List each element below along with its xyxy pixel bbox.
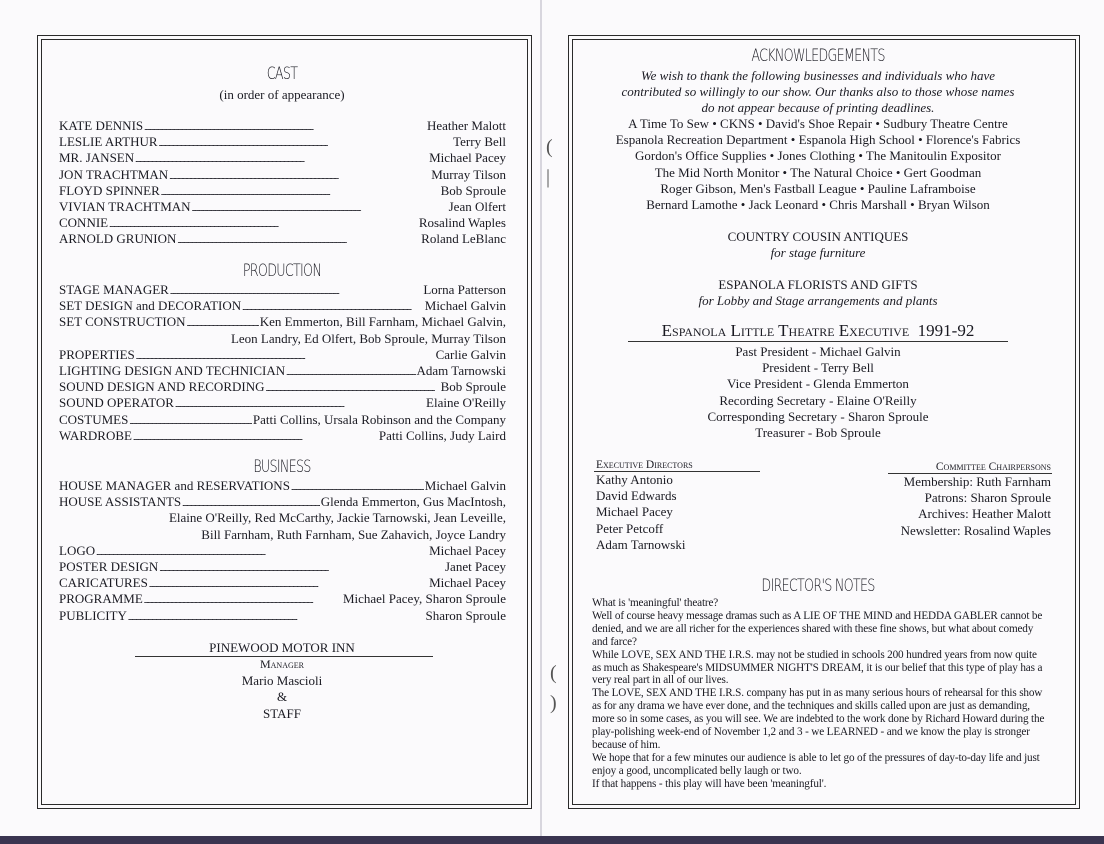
credit-role: MR. JANSEN (59, 150, 135, 166)
credit-role: SOUND OPERATOR (59, 395, 174, 411)
binding-mark: ( (546, 136, 553, 158)
director-name: David Edwards (596, 488, 677, 504)
credit-row (59, 199, 506, 215)
credit-row (59, 591, 506, 607)
credit-name: Heather Malott (426, 118, 506, 133)
credit-continuation: Bill Farnham, Ruth Farnham, Sue Zahavich, Joyce Landry (201, 526, 506, 542)
credit-row (59, 314, 506, 330)
notes-paragraph: While LOVE, SEX AND THE I.R.S. may not be studied in schools 200 hundred years from now quite as much as Shakespeare's MIDSUMMER NIGHT'S DREAM, it is our belief that this type of play has a very real part in all of our lives. (592, 648, 1043, 687)
credit-name: Jean Olfert (448, 198, 506, 214)
notes-paragraph: What is 'meaningful' theatre? (592, 597, 719, 609)
credit-name: Michael Pacey (429, 575, 506, 591)
binding-mark: | (546, 166, 551, 188)
right-page (542, 0, 1104, 844)
left-page (0, 0, 541, 844)
notes-paragraph: We hope that for a few minutes our audience is able to let go of the pressures of day-to-day life and just enjoy a good, uncomplicated belly laugh or two. (592, 751, 1040, 777)
credit-role: CONNIE (59, 215, 109, 231)
credit-row (59, 494, 506, 510)
credit-name: Bob Sproule (440, 379, 506, 395)
director-name: Adam Tarnowski (596, 536, 686, 552)
credit-name: Murray Tilson (431, 166, 506, 182)
sponsor-manager-title: Manager (259, 657, 304, 671)
executive-member: Recording Secretary - Elaine O'Reilly (719, 392, 917, 408)
credit-role: CARICATURES (59, 575, 148, 591)
credit-name: Janet Pacey (444, 558, 506, 574)
acknowledgements-list (578, 116, 1058, 213)
sponsor-ampersand: & (276, 689, 288, 704)
credit-name: Glenda Emmerton, Gus MacIntosh, (320, 494, 506, 510)
acknowledgement-line: Roger Gibson, Men's Fastball League • Pauline Laframboise (660, 180, 976, 196)
leader-dots (128, 608, 425, 626)
credit-row (59, 167, 506, 183)
credit-role: JON TRACHTMAN (59, 166, 169, 182)
credit-name: Lorna Patterson (423, 282, 506, 297)
leader-dots (177, 231, 420, 249)
notes-paragraph: The LOVE, SEX AND THE I.R.S. company has put in as many serious hours of rehearsal for this show as for any drama we have ever done, and the techniques and skills called upon are just as demanding, more so in some cases, as you will see. We are indebted to the work done by Richard Howard during the play-polishing week-end of November 1,2 and 3 - we LEARNED - and we know the play is stronger because of him. (592, 687, 1045, 751)
credit-role: HOUSE ASSISTANTS (59, 494, 182, 510)
committee-list (842, 474, 1051, 539)
credit-role: PUBLICITY (59, 607, 127, 623)
credit-row (59, 543, 506, 559)
executive-member: Vice President - Glenda Emmerton (727, 376, 909, 392)
notes-paragraph: If that happens - this play will have been 'meaningful'. (592, 777, 827, 790)
credit-role: VIVIAN TRACHTMAN (59, 198, 191, 214)
sponsor-country-cousin: COUNTRY COUSIN ANTIQUES (727, 229, 909, 244)
production-heading: PRODUCTION (242, 261, 322, 281)
credit-role: POSTER DESIGN (59, 558, 159, 574)
credit-name: Patti Collins, Judy Laird (378, 427, 506, 443)
credit-name: Adam Tarnowski (416, 362, 506, 378)
acknowledgement-line: Bernard Lamothe • Jack Leonard • Chris Marshall • Bryan Wilson (646, 197, 990, 213)
credit-name: Elaine O'Reilly (426, 395, 506, 411)
intro-line: contributed so willingly to our show. Our thanks also to those whose names (621, 84, 1015, 100)
executive-heading (578, 321, 1058, 341)
cast-subheading: (in order of appearance) (219, 87, 345, 102)
credit-role: HOUSE MANAGER and RESERVATIONS (59, 478, 290, 493)
executive-members (578, 344, 1058, 441)
credit-row (59, 118, 506, 134)
credit-row (59, 395, 506, 411)
credit-row (59, 347, 506, 363)
credit-name: Michael Galvin (424, 298, 506, 314)
credit-row (59, 428, 506, 444)
credit-role: FLOYD SPINNER (59, 182, 160, 198)
executive-year: 1991-92 (917, 321, 975, 340)
credit-role: STAGE MANAGER (59, 282, 169, 297)
credit-row (59, 298, 506, 314)
intro-line: We wish to thank the following businesses and individuals who have (640, 68, 996, 83)
credit-role: SOUND DESIGN AND RECORDING (59, 379, 265, 395)
cast-heading: CAST (266, 64, 298, 84)
business-heading: BUSINESS (253, 457, 311, 477)
executive-member: Treasurer - Bob Sproule (755, 425, 881, 441)
director-name: Peter Petcoff (596, 520, 664, 536)
bottom-edge (0, 836, 1104, 844)
committee-item: Newsletter: Rosalind Waples (900, 522, 1051, 538)
credit-row (59, 608, 506, 624)
credit-row (59, 575, 506, 591)
sponsor-manager-name: Mario Mascioli (241, 673, 323, 688)
credit-name: Patti Collins, Ursala Robinson and the Company (252, 411, 506, 427)
credit-name: Sharon Sproule (425, 607, 506, 623)
cast-list (59, 118, 506, 248)
credit-role: LIGHTING DESIGN AND TECHNICIAN (59, 362, 286, 378)
director-name: Kathy Antonio (596, 472, 673, 487)
credit-role: SET DESIGN and DECORATION (59, 298, 242, 314)
executive-directors-list (596, 472, 685, 553)
credit-role: LOGO (59, 542, 96, 558)
executive-directors-heading: Executive Directors (596, 459, 693, 471)
production-list (59, 282, 506, 444)
intro-line: do not appear because of printing deadlines. (701, 100, 935, 116)
executive-member: Past President - Michael Galvin (735, 344, 901, 359)
credit-row (59, 363, 506, 379)
credit-name: Michael Galvin (424, 478, 506, 493)
credit-row (59, 231, 506, 247)
executive-member: Corresponding Secretary - Sharon Sproule (707, 408, 929, 424)
credit-role: LESLIE ARTHUR (59, 134, 158, 150)
acknowledgement-line: Espanola Recreation Department • Espanola High School • Florence's Fabrics (615, 132, 1021, 148)
credit-name: Ken Emmerton, Bill Farnham, Michael Galvin, (259, 314, 506, 330)
executive-member: President - Terry Bell (762, 360, 874, 376)
committee-heading: Committee Chairpersons (935, 461, 1051, 473)
credit-role: ARNOLD GRUNION (59, 231, 177, 247)
credit-name: Michael Pacey (429, 150, 506, 166)
committee-item: Membership: Ruth Farnham (903, 474, 1051, 489)
credit-continuation: Leon Landry, Ed Olfert, Bob Sproule, Murray Tilson (230, 330, 506, 346)
acknowledgement-line: A Time To Sew • CKNS • David's Shoe Repair • Sudbury Theatre Centre (628, 116, 1008, 131)
business-list (59, 478, 506, 624)
sponsor-staff: STAFF (263, 706, 301, 721)
binding-mark: ( (550, 662, 557, 684)
credit-role: WARDROBE (59, 427, 132, 443)
sponsor-name: PINEWOOD MOTOR INN (209, 640, 355, 655)
sponsor-espanola-florists: ESPANOLA FLORISTS AND GIFTS (718, 277, 918, 292)
credit-name: Carlie Galvin (435, 346, 506, 362)
binding-mark: ) (550, 692, 557, 714)
credit-role: PROPERTIES (59, 346, 135, 362)
credit-role: COSTUMES (59, 411, 129, 427)
acknowledgement-line: Gordon's Office Supplies • Jones Clothing • The Manitoulin Expositor (635, 148, 1001, 164)
credit-row (59, 215, 506, 231)
directors-notes-heading: DIRECTOR'S NOTES (761, 576, 875, 596)
credit-row (59, 150, 506, 166)
sponsor-espanola-florists-note: for Lobby and Stage arrangements and plants (698, 293, 938, 308)
credit-continuation: Elaine O'Reilly, Red McCarthy, Jackie Tarnowski, Jean Leveille, (168, 510, 506, 526)
credit-row (59, 412, 506, 428)
sponsor-country-cousin-note: for stage furniture (770, 245, 866, 260)
credit-row (59, 282, 506, 298)
committee-item: Patrons: Sharon Sproule (924, 490, 1051, 506)
credit-row (59, 559, 506, 575)
credit-row (59, 183, 506, 199)
credit-role: PROGRAMME (59, 591, 143, 607)
acknowledgements-heading: ACKNOWLEDGEMENTS (751, 46, 885, 66)
acknowledgement-line: The Mid North Monitor • The Natural Choice • Gert Goodman (654, 164, 982, 180)
credit-name: Terry Bell (453, 134, 506, 150)
directors-notes-body (592, 597, 1048, 791)
notes-paragraph: Well of course heavy message dramas such as A LIE OF THE MIND and HEDDA GABLER cannot be denied, and we are all richer for the experiences shared with these fine shows, but what about comedy and farce? (592, 609, 1043, 648)
acknowledgements-intro (578, 68, 1058, 117)
leader-dots (133, 428, 378, 446)
executive-title: Espanola Little Theatre Executive (661, 321, 910, 340)
credit-name: Rosalind Waples (418, 215, 506, 231)
credit-role: KATE DENNIS (59, 118, 144, 133)
credit-row (59, 379, 506, 395)
credit-name: Michael Pacey, Sharon Sproule (342, 591, 506, 607)
credit-row (59, 478, 506, 494)
credit-name: Bob Sproule (440, 182, 506, 198)
credit-name: Michael Pacey (429, 542, 506, 558)
executive-divider (628, 341, 1008, 342)
credit-row (59, 134, 506, 150)
director-name: Michael Pacey (596, 504, 673, 520)
credit-name: Roland LeBlanc (421, 231, 506, 247)
credit-role: SET CONSTRUCTION (59, 314, 186, 330)
committee-item: Archives: Heather Malott (918, 506, 1051, 522)
leader-dots (187, 314, 259, 332)
